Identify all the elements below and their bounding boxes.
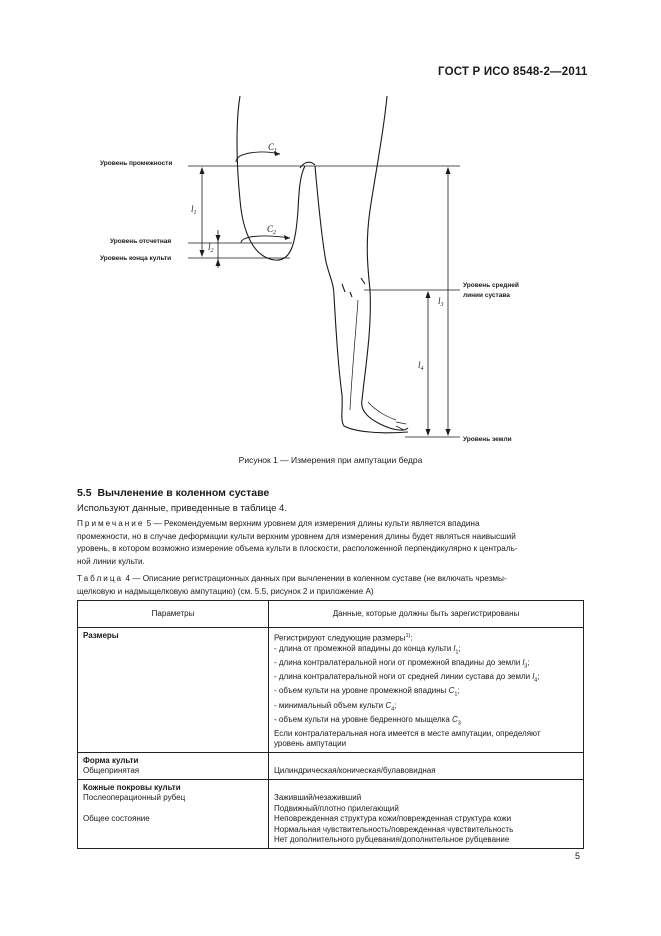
shape-title: Форма культи: [83, 755, 139, 765]
standard-header: ГОСТ Р ИСО 8548-2—2011: [438, 66, 588, 78]
dimensions-title: Размеры: [83, 631, 119, 640]
skin-title: Кожные покровы культи: [83, 782, 181, 792]
skin-value: Заживший/незаживший: [274, 793, 362, 803]
note-line-3: уровень, в котором возможно измерение объема культи в плоскости, расположенной перпендикулярно к централь-: [77, 544, 518, 554]
registration-data-table: [77, 600, 584, 849]
page-number: 5: [575, 851, 581, 861]
dimension-item: - объем культи на уровне бедренного мыщелка $C_3$: [274, 714, 461, 727]
stump-outline: [237, 96, 305, 260]
skin-param-scar: Послеоперационный рубец: [83, 793, 186, 803]
mid-joint-level-label-1: Уровень средней: [463, 282, 519, 289]
figure-caption: Рисунок 1 — Измерения при ампутации бедра: [238, 455, 423, 465]
leg-outer-outline: [362, 96, 408, 430]
note-line-2: промежности, но в случае деформации культи верхним уровнем для измерения длины будет являться наивысший: [77, 531, 516, 541]
dimension-item: - длина контралатеральной ноги от промежной впадины до земли $l_3$;: [274, 658, 530, 670]
shape-value: Цилиндрическая/коническая/булавовидная: [274, 766, 436, 776]
dimension-item: - минимальный объем культи $C_4$;: [274, 700, 397, 713]
note-label: Примечание: [77, 519, 145, 528]
table-header-row: [78, 601, 584, 628]
table-number: 4: [125, 574, 130, 583]
table-label: Таблица: [77, 574, 124, 583]
section-title: Вычленение в коленном суставе: [97, 487, 270, 499]
ground-level-label: Уровень земли: [463, 436, 512, 443]
measurement-level-label: Уровень отсчетная: [110, 238, 172, 245]
l2-symbol: $l_2$: [208, 242, 214, 254]
c1-symbol: $C_1$: [268, 142, 278, 154]
skin-value: Подвижный/плотно прилегающий: [274, 803, 399, 813]
skin-value: Нормальная чувствительность/поврежденная чувствительность: [274, 824, 514, 834]
table-row: [78, 628, 584, 753]
dimension-item: - объем культи на уровне промежной впадины $C_1$;: [274, 686, 460, 699]
dimensions-note-line-2: уровень ампутации: [274, 739, 347, 749]
section-intro: Используют данные, приведенные в таблице 4.: [77, 503, 287, 514]
dimensions-note-line-1: Если контралатеральная нога имеется в месте ампутации, определяют: [274, 728, 541, 738]
note-line-1: Примечание 5 — Рекомендуемым верхним уровнем для измерения длины культи является впадина: [77, 519, 480, 528]
column-header-data: Данные, которые должны быть зарегистрированы: [269, 601, 584, 628]
l1-symbol: $l_1$: [191, 204, 197, 216]
amputation-figure: [0, 0, 661, 450]
leg-inner-outline: [315, 166, 408, 433]
dimension-item: - длина от промежной впадины до конца культи $l_1$;: [274, 644, 461, 656]
table-row: [78, 779, 584, 848]
note-line-4: ной линии культи.: [77, 556, 145, 566]
table-caption: Таблица 4 — Описание регистрационных данных при вычленении в коленном суставе (не включать чрезмы- щелковую и надмыщелковую ампутацию) (см. 5.5, рисунок 2 и приложение А): [77, 574, 507, 596]
skin-param-general: Общее состояние: [83, 814, 150, 824]
section-heading: [77, 487, 269, 499]
dimensions-intro: Регистрируют следующие размеры$^{1)}$:: [274, 633, 413, 643]
skin-value: Неповрежденная структура кожи/поврежденная структура кожи: [274, 814, 512, 824]
note-block: [77, 518, 584, 568]
table-row: [78, 752, 584, 779]
stump-end-level-label: Уровень конца культи: [100, 255, 172, 262]
crotch-outline: [300, 162, 315, 168]
l4-symbol: $l_4$: [418, 360, 424, 372]
skin-value: Нет дополнительного рубцевания/дополнительное рубцевание: [274, 835, 510, 845]
column-header-parameters: Параметры: [78, 601, 269, 628]
shape-param: Общепринятая: [83, 766, 140, 776]
dimension-item: - длина контралатеральной ноги от средней линии сустава до земли $l_4$;: [274, 672, 540, 684]
c2-symbol: $C_2$: [267, 224, 277, 236]
perineum-level-label: Уровень промежности: [100, 160, 173, 167]
mid-joint-level-label-2: линии сустава: [463, 292, 510, 299]
l3-symbol: $l_3$: [438, 296, 444, 308]
note-number: 5: [146, 519, 152, 528]
section-number: 5.5: [77, 487, 92, 499]
